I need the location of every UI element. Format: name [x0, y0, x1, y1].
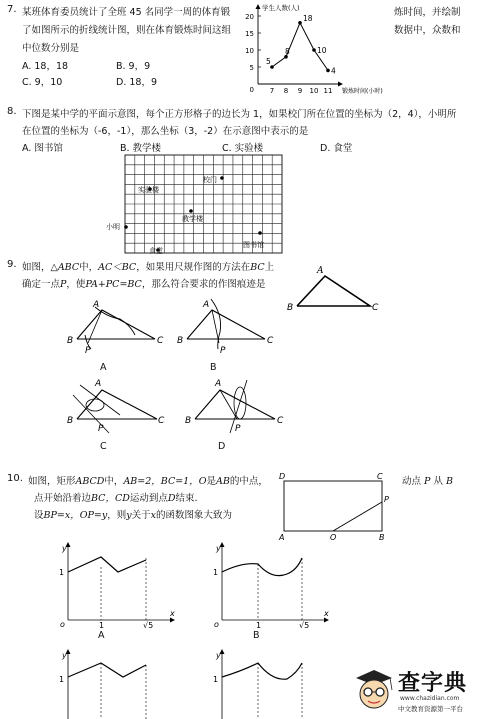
data-point [298, 21, 302, 25]
qb-a: A [203, 300, 210, 310]
q7-line1: 某班体育委员统计了全班 45 名同学一周的体育锻 [22, 7, 231, 18]
tri-a: A [317, 266, 324, 276]
qc-c: C [158, 416, 165, 426]
qb-p: P [220, 346, 226, 356]
qd-p: P [235, 424, 241, 434]
q9-option-c-figure[interactable] [65, 375, 165, 437]
q9-number: 9. [7, 259, 17, 270]
q10-b: B [446, 476, 454, 487]
x-tick-label: 9 [297, 87, 303, 95]
ga-x: x [170, 609, 175, 618]
gd-y: y [216, 651, 221, 660]
q10-t9: 结束. [175, 493, 198, 504]
q10-t4: 的中点， [229, 476, 268, 487]
q10-t1: 如图，矩形 [28, 476, 76, 487]
q9-t7: ，那么符合要求的作图痕迹是 [141, 279, 266, 290]
q10-t8: 运动到点 [129, 493, 168, 504]
logo-tagline: 中文教育资源第一平台 [398, 705, 463, 713]
canteen-label: 食堂 [149, 247, 163, 255]
q9-option-d-label[interactable]: D [218, 441, 226, 452]
gd-one-y: 1 [213, 675, 219, 684]
data-label: 18 [303, 13, 313, 23]
q10-t7: 点开始沿着边 [34, 493, 92, 504]
x-axis-title: 锻炼时间(小时) [342, 88, 383, 95]
q10-number: 10. [7, 473, 23, 484]
q7-line2: 了如图所示的折线统计图，则在体育锻炼时间这组 [22, 25, 232, 36]
x-tick-label: 10 [309, 87, 319, 95]
rect-p: P [384, 495, 389, 504]
q8-option-d[interactable]: D. 食堂 [320, 143, 353, 154]
logo-url: www.chazidian.com [400, 695, 460, 702]
gc-y: y [62, 651, 67, 660]
gc-one-y: 1 [59, 675, 65, 684]
y-tick-label: 5 [249, 64, 254, 72]
q7-line3: 中位数分别是 [22, 43, 80, 54]
gb-y: y [216, 544, 221, 553]
q10-t6: 从 [433, 476, 443, 487]
rect-a: A [279, 533, 285, 542]
q10-line3 [34, 507, 232, 521]
q8-line2: 在位置的坐标为（-6，-1），那么坐标（3，-2）在示意图中表示的是 [22, 126, 309, 137]
q9-option-b-figure[interactable] [175, 297, 275, 357]
q9-t2: 中， [79, 262, 99, 273]
y-tick-label: 20 [245, 13, 254, 21]
q9-option-d-figure[interactable] [185, 375, 285, 437]
q9-t4: 上 [264, 262, 275, 273]
q10-ab: AB=2，BC=1，O [123, 476, 207, 487]
q9-option-a-label[interactable]: A [100, 362, 107, 373]
q8-option-a[interactable]: A. 图书馆 [22, 143, 63, 154]
qc-a: A [95, 379, 102, 389]
xiaoming-label: 小明 [106, 223, 120, 231]
q8-option-c[interactable]: C. 实验楼 [222, 143, 264, 154]
chazidian-logo [352, 664, 474, 716]
gb-one-y: 1 [213, 568, 219, 577]
qd-c: C [277, 416, 284, 426]
teach-point [189, 209, 193, 213]
data-label: 10 [317, 46, 327, 55]
q8-number: 8. [7, 106, 17, 117]
data-label: 8 [285, 46, 290, 56]
q10-t12: 关于 [131, 510, 151, 521]
mascot-icon [352, 666, 396, 714]
q10-line1 [28, 473, 268, 487]
library-label: 图书馆 [243, 241, 264, 249]
ga-one-y: 1 [59, 568, 65, 577]
gb-one-x: 1 [256, 621, 262, 630]
qc-b: B [67, 416, 74, 426]
q9-option-c-label[interactable]: C [100, 441, 107, 452]
ga-sqrt5: √5 [143, 621, 154, 630]
q7-option-b[interactable]: B. 9，9 [116, 61, 151, 72]
q9-line1 [22, 259, 274, 273]
qa-c: C [157, 336, 164, 346]
gate-label: 校门 [203, 176, 217, 184]
data-label: 4 [331, 66, 336, 76]
x-tick-label: 7 [269, 87, 275, 95]
x-tick-label: 11 [323, 87, 333, 95]
q9-reference-triangle [285, 264, 385, 324]
y-axis-title: 学生人数(人) [262, 4, 300, 12]
q9-cond: AC＜BC [98, 262, 137, 273]
q9-bc: BC [250, 262, 265, 273]
q10-graph-d[interactable] [212, 649, 332, 719]
q9-t5: 确定一点 [22, 279, 61, 290]
q10-option-a-label[interactable]: A [98, 630, 105, 641]
qb-b: B [177, 336, 184, 346]
rect-d: D [279, 472, 286, 481]
q9-t3: ，如果用尺规作图的方法在 [136, 262, 251, 273]
rect-c: C [377, 472, 383, 481]
q10-graph-c[interactable] [58, 649, 178, 719]
qd-a: A [215, 379, 222, 389]
q8-option-b[interactable]: B. 教学楼 [120, 143, 162, 154]
qc-p: P [98, 424, 104, 434]
q10-vars: BP=x，OP=y [43, 510, 108, 521]
qd-b: B [185, 416, 192, 426]
gb-sqrt5: √5 [299, 621, 310, 630]
x-tick-label: 8 [283, 87, 289, 95]
q10-t2: 中， [104, 476, 124, 487]
q10-rectangle-figure [278, 471, 393, 541]
y-axis-arrow [256, 4, 261, 9]
tri-c: C [372, 303, 379, 313]
q9-t6: ，使 [66, 279, 86, 290]
y-tick-label: 10 [245, 47, 254, 55]
gb-x: x [324, 609, 329, 618]
qa-b: B [67, 336, 74, 346]
qa-a: A [93, 300, 100, 310]
rect-o: O [330, 533, 337, 542]
q10-edges: BC，CD [91, 493, 130, 504]
q10-p: P [424, 476, 431, 487]
logo-title: 查字典 [398, 671, 468, 696]
q9-p: P [60, 279, 67, 290]
q7-option-d[interactable]: D. 18，9 [116, 77, 157, 88]
q10-t11: ，则 [107, 510, 127, 521]
q9-t1: 如图， [22, 262, 51, 273]
xiaoming-point [124, 225, 128, 229]
q10-t3: 是 [206, 476, 217, 487]
q7-number: 7. [7, 4, 17, 15]
gate-point [220, 176, 224, 180]
q9-option-a-figure[interactable] [65, 297, 165, 357]
library-point [258, 231, 262, 235]
rect-b: B [379, 533, 385, 542]
q10-graph-b[interactable] [212, 542, 332, 630]
q10-t13: 的函数图象大致为 [155, 510, 232, 521]
data-label: 5 [266, 57, 271, 66]
q8-line1: 下图是某中学的平面示意图，每个正方形格子的边长为 1，如果校门所在位置的坐标为（2，4），小明所 [22, 109, 457, 120]
q7-option-c[interactable]: C. 9，10 [22, 77, 63, 88]
teach-label: 教学楼 [182, 215, 203, 223]
y-tick-label: 15 [245, 30, 254, 38]
q10-ab2: AB [216, 476, 230, 487]
q10-line2 [34, 490, 198, 504]
data-point [312, 48, 316, 52]
q8-grid-map [125, 155, 285, 255]
q10-t5: 动点 [402, 476, 422, 487]
q10-d: D [167, 493, 176, 504]
data-point [326, 69, 330, 73]
q7-option-a[interactable]: A. 18，18 [22, 61, 69, 72]
qa-p: P [85, 346, 91, 356]
q10-t10: 设 [34, 510, 44, 521]
q10-line1-right [402, 473, 453, 487]
q9-tri: △ABC [50, 262, 80, 273]
q10-y: y [126, 510, 132, 521]
tri-b: B [287, 303, 294, 313]
ga-y: y [62, 544, 67, 553]
ga-one-x: 1 [99, 621, 105, 630]
q7-line-chart [240, 2, 400, 112]
q9-option-b-label[interactable]: B [210, 362, 217, 373]
q9-eq: PA+PC=BC [85, 279, 142, 290]
q7-line1b: 炼时间，并绘制 [394, 7, 461, 18]
lab-label: 实验楼 [138, 186, 159, 194]
origin-label: 0 [249, 86, 254, 94]
x-axis-arrow [338, 82, 343, 87]
gb-o: o [214, 620, 219, 629]
q10-option-b-label[interactable]: B [253, 630, 260, 641]
q10-graph-a[interactable] [58, 542, 178, 630]
q9-line2 [22, 276, 265, 290]
q7-line2b: 数据中，众数和 [394, 25, 461, 36]
ga-o: o [60, 620, 65, 629]
qb-c: C [267, 336, 274, 346]
q10-x: x [150, 510, 156, 521]
q10-abcd: ABCD [75, 476, 105, 487]
